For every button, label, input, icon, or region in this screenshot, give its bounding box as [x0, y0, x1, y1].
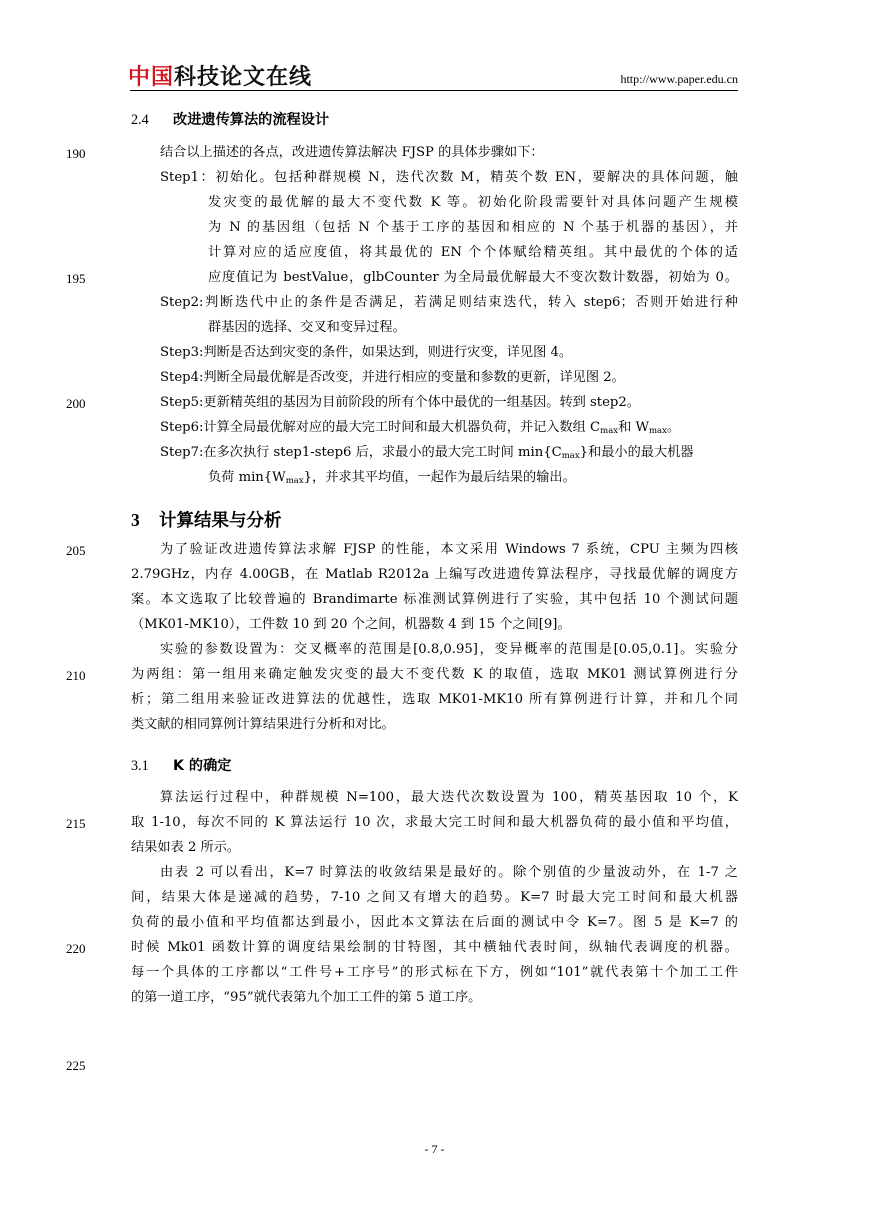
section-heading-2-4: 2.4 改进遗传算法的流程设计: [131, 112, 330, 128]
line-number: 215: [66, 816, 86, 831]
step7-line: 负荷 $\min\{W_{max}\}$，并求其平均值，一起作为最后结果的输出。: [208, 470, 576, 486]
section-heading-3-1: 3.1 K 的确定: [131, 758, 232, 774]
paragraph-line: 间，结果大体是递减的趋势，7-10 之间又有增大的趋势。K=7 时最大完工时间和最大机器: [131, 890, 738, 905]
line-number: 200: [66, 396, 86, 411]
line-number: 220: [66, 941, 86, 956]
step4-line: Step4:判断全局最优解是否改变，并进行相应的变量和参数的更新，详见图 2。: [160, 370, 625, 385]
line-number: 195: [66, 271, 86, 286]
paragraph-line: 2.79GHz，内存 4.00GB，在 Matlab R2012a 上编写改进遗传算法程序，寻找最优解的调度方: [131, 567, 738, 582]
line-number: 205: [66, 543, 86, 558]
paragraph-line: （MK01-MK10），工件数 10 到 20 个之间，机器数 4 到 15 个之间[9]。: [131, 617, 571, 632]
line-number: 210: [66, 668, 86, 683]
section-heading-3: 3 计算结果与分析: [131, 510, 282, 531]
step6-line: Step6:计算全局最优解对应的最大完工时间和最大机器负荷，并记入数组 $C_{max}$和 $W_{max}$。: [160, 420, 681, 436]
paragraph-line: 算法运行过程中，种群规模 N=100，最大迭代次数设置为 100，精英基因取 10 个，K: [160, 790, 738, 805]
journal-logo: 中国科技论文在线: [128, 65, 313, 90]
paragraph-line: 为两组：第一组用来确定触发灾变的最大不变代数 K 的取值，选取 MK01 测试算例进行分: [131, 667, 738, 682]
step1-line: 计算对应的适应度值，将其最优的 EN 个个体赋给精英组。其中最优的个体的适: [208, 245, 738, 260]
page-number: - 7 -: [424, 1142, 445, 1156]
paragraph-line: 实验的参数设置为：交叉概率的范围是[0.8,0.95]，变异概率的范围是[0.05,0.1]。实验分: [160, 642, 738, 657]
paragraph-line: 每一个具体的工序都以“工件号+工序号”的形式标在下方，例如“101”就代表第十个加工工件: [131, 965, 738, 980]
paragraph-line: 取 1-10，每次不同的 K 算法运行 10 次，求最大完工时间和最大机器负荷的最小值和平均值，: [131, 815, 738, 830]
line-number: 225: [66, 1058, 86, 1073]
paragraph-line: 类文献的相同算例计算结果进行分析和对比。: [131, 717, 395, 732]
step2-line: Step2:判断迭代中止的条件是否满足，若满足则结束迭代，转入 step6；否则开始进行种: [160, 295, 738, 310]
header-url[interactable]: http://www.paper.edu.cn: [620, 72, 738, 86]
paragraph-line: 析；第二组用来验证改进算法的优越性，选取 MK01-MK10 所有算例进行计算，并和几个同: [131, 692, 738, 707]
paragraph-line: 由表 2 可以看出，K=7 时算法的收敛结果是最好的。除个别值的少量波动外，在 1-7 之: [160, 865, 738, 880]
paragraph-line: 负荷的最小值和平均值都达到最小，因此本文算法在后面的测试中令 K=7。图 5 是 K=7 的: [131, 915, 738, 930]
paragraph-line: 的第一道工序，“95”就代表第九个加工工件的第 5 道工序。: [131, 990, 482, 1005]
step3-line: Step3:判断是否达到灾变的条件，如果达到，则进行灾变，详见图 4。: [160, 345, 573, 360]
header-rule: [130, 90, 738, 91]
paragraph-line: 结果如表 2 所示。: [131, 840, 241, 855]
intro-text: 结合以上描述的各点，改进遗传算法解决 FJSP 的具体步骤如下：: [160, 145, 544, 160]
step1-line: 发灾变的最优解的最大不变代数 K 等。初始化阶段需要针对具体问题产生规模: [208, 195, 738, 210]
step2-line: 群基因的选择、交叉和变异过程。: [208, 320, 406, 335]
paragraph-line: 案。本文选取了比较普遍的 Brandimarte 标准测试算例进行了实验，其中包括 10 个测试问题: [131, 592, 738, 607]
line-number: 190: [66, 146, 86, 161]
step1-line: 为 N 的基因组（包括 N 个基于工序的基因和相应的 N 个基于机器的基因），并: [208, 220, 738, 235]
step7-line: Step7:在多次执行 step1-step6 后，求最小的最大完工时间 $\min\{C_{max}\}$和最小的最大机器: [160, 445, 694, 461]
step5-line: Step5:更新精英组的基因为目前阶段的所有个体中最优的一组基因。转到 step2。: [160, 395, 640, 410]
paragraph-line: 为了验证改进遗传算法求解 FJSP 的性能，本文采用 Windows 7 系统，CPU 主频为四核: [160, 542, 738, 557]
step1-line: 应度值记为 bestValue，glbCounter 为全局最优解最大不变次数计数器，初始为 0。: [208, 270, 738, 285]
paragraph-line: 时候 Mk01 函数计算的调度结果绘制的甘特图，其中横轴代表时间，纵轴代表调度的机器。: [131, 940, 738, 955]
step1-line: Step1：初始化。包括种群规模 N，迭代次数 M，精英个数 EN，要解决的具体问题，触: [160, 170, 738, 185]
